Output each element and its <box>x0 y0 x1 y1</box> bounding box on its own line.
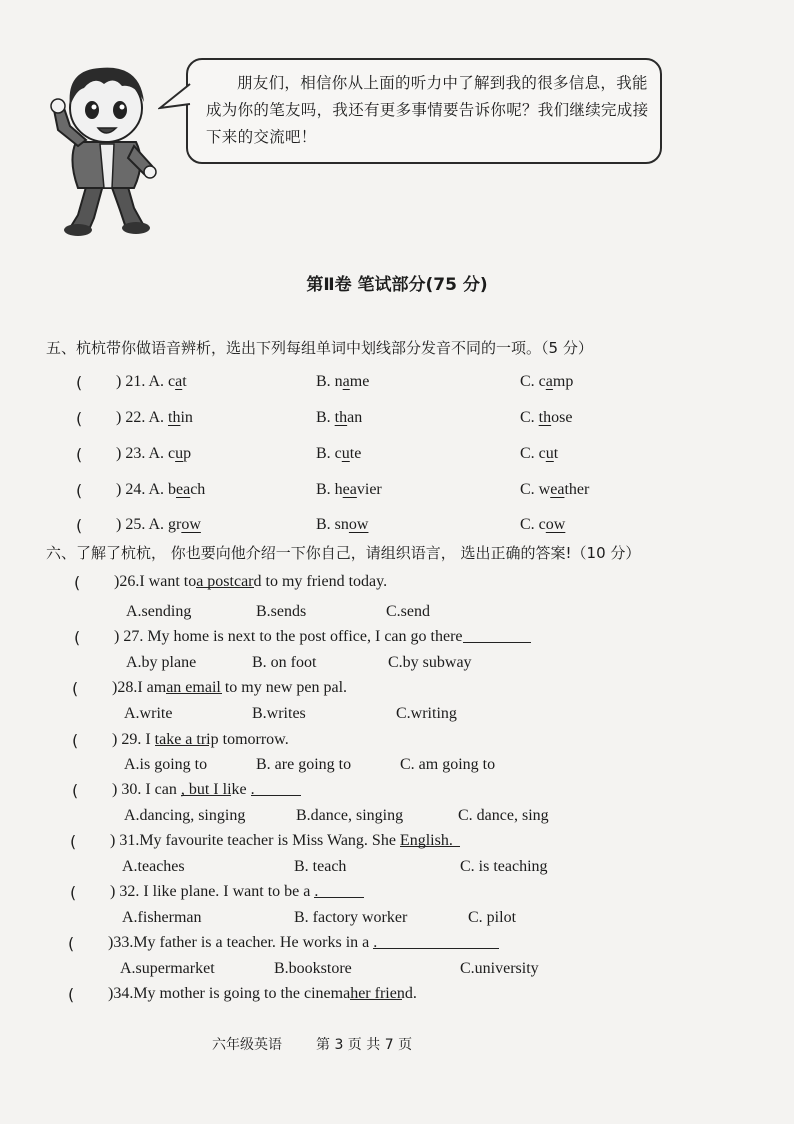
options-row <box>0 654 794 676</box>
question-option-a: ) 25. A. grow <box>116 516 201 533</box>
answer-blank[interactable]: ( <box>72 679 79 698</box>
option-b: B.bookstore <box>274 960 352 977</box>
section5-heading: 五、杭杭带你做语音辨析，选出下列每组单词中划线部分发音不同的一项。（5 分） <box>46 339 593 357</box>
option-a: A.is going to <box>124 756 208 773</box>
question-row <box>0 573 794 595</box>
footer-subject: 六年级英语 <box>212 1037 282 1053</box>
speech-bubble-tail-icon <box>158 82 192 116</box>
question-row <box>0 481 794 503</box>
question-option-c: C. camp <box>520 373 574 390</box>
section6-heading: 六、了解了杭杭， 你也要向他介绍一下你自己，请组织语言， 选出正确的答案!（10 分） <box>46 544 641 562</box>
question-stem: )28.I am an email to my new pen pal. <box>112 679 348 696</box>
question-stem: ) 27. My home is next to the post office, I can go there <box>114 628 463 646</box>
question-option-a: ) 23. A. cup <box>116 445 192 462</box>
options-row <box>0 960 794 982</box>
options-row <box>0 603 794 625</box>
answer-blank[interactable]: ( <box>70 832 77 851</box>
fill-blank[interactable] <box>350 985 402 1000</box>
question-option-c: C. those <box>520 409 573 426</box>
answer-blank[interactable]: ( <box>74 573 81 592</box>
option-c: C. pilot <box>468 909 517 926</box>
option-a: A.sending <box>126 603 192 620</box>
fill-blank[interactable] <box>196 573 254 588</box>
question-option-b: B. snow <box>316 516 369 533</box>
fill-blank[interactable] <box>181 781 231 796</box>
answer-blank[interactable]: ( <box>76 516 83 535</box>
question-stem: ) 29. I take a trip tomorrow. <box>112 731 289 748</box>
fill-blank[interactable] <box>166 679 222 694</box>
option-b: B.writes <box>252 705 306 722</box>
question-option-b: B. name <box>316 373 370 390</box>
page-footer <box>0 1034 794 1058</box>
answer-blank[interactable]: ( <box>72 781 79 800</box>
question-row <box>0 985 794 1007</box>
question-stem: ) 31.My favourite teacher is Miss Wang. She English. <box>110 832 453 850</box>
question-stem: )26.I want to a postcard to my friend today. <box>114 573 388 590</box>
options-row <box>0 909 794 931</box>
question-row <box>0 445 794 467</box>
option-b: B.sends <box>256 603 307 620</box>
answer-blank[interactable]: ( <box>68 934 75 953</box>
bubble-text: 朋友们，相信你从上面的听力中了解到我的很多信息，我能成为你的笔友吗，我还有更多事情要告诉你呢？我们继续完成接下来的交流吧！ <box>206 74 649 146</box>
question-option-a: ) 24. A. beach <box>116 481 206 498</box>
answer-blank[interactable]: ( <box>76 481 83 500</box>
fill-blank[interactable] <box>251 781 301 796</box>
fill-blank[interactable] <box>463 628 531 643</box>
option-b: B. factory worker <box>294 909 408 926</box>
option-b: B. are going to <box>256 756 352 773</box>
option-a: A.fisherman <box>122 909 202 926</box>
option-c: C.university <box>460 960 539 977</box>
question-row <box>0 679 794 701</box>
option-a: A.dancing, singing <box>124 807 246 824</box>
question-row <box>0 731 794 753</box>
fill-blank[interactable] <box>155 731 209 746</box>
option-c: C.writing <box>396 705 457 722</box>
answer-blank[interactable]: ( <box>70 883 77 902</box>
question-stem: )33.My father is a teacher. He works in a . <box>108 934 377 952</box>
answer-blank[interactable]: ( <box>76 445 83 464</box>
speech-bubble <box>186 58 662 164</box>
option-c: C. is teaching <box>460 858 548 875</box>
option-a: A.teaches <box>122 858 185 875</box>
part-title: 第Ⅱ卷 笔试部分(75 分) <box>306 275 488 295</box>
question-row <box>0 832 794 854</box>
footer-page-number: 第 3 页 共 7 页 <box>316 1037 413 1053</box>
answer-blank[interactable]: ( <box>76 373 83 392</box>
answer-blank[interactable]: ( <box>68 985 75 1004</box>
option-a: A.supermarket <box>120 960 215 977</box>
question-row <box>0 781 794 803</box>
options-row <box>0 858 794 880</box>
question-stem: ) 30. I can , but I like . <box>112 781 255 799</box>
question-row <box>0 516 794 538</box>
option-c: C.send <box>386 603 430 620</box>
option-b: B. teach <box>294 858 347 875</box>
option-a: A.by plane <box>126 654 197 671</box>
question-option-b: B. cute <box>316 445 362 462</box>
fill-blank[interactable] <box>314 883 364 898</box>
question-stem: ) 32. I like plane. I want to be a . <box>110 883 318 901</box>
option-a: A.write <box>124 705 173 722</box>
cartoon-boy-icon <box>48 50 178 240</box>
answer-blank[interactable]: ( <box>76 409 83 428</box>
question-option-a: ) 21. A. cat <box>116 373 187 390</box>
question-option-c: C. weather <box>520 481 590 498</box>
answer-blank[interactable]: ( <box>72 731 79 750</box>
option-c: C.by subway <box>388 654 472 671</box>
options-row <box>0 807 794 829</box>
question-row <box>0 628 794 650</box>
option-c: C. am going to <box>400 756 496 773</box>
option-b: B. on foot <box>252 654 317 671</box>
question-option-c: C. cow <box>520 516 566 533</box>
question-row <box>0 373 794 395</box>
question-row <box>0 934 794 956</box>
fill-blank[interactable] <box>400 832 460 847</box>
options-row <box>0 756 794 778</box>
fill-blank[interactable] <box>373 934 499 949</box>
options-row <box>0 705 794 727</box>
question-stem: )34.My mother is going to the cinema her friend. <box>108 985 417 1002</box>
question-option-b: B. than <box>316 409 363 426</box>
answer-blank[interactable]: ( <box>74 628 81 647</box>
option-c: C. dance, sing <box>458 807 549 824</box>
option-b: B.dance, singing <box>296 807 404 824</box>
question-option-b: B. heavier <box>316 481 382 498</box>
question-row <box>0 409 794 431</box>
question-option-a: ) 22. A. thin <box>116 409 193 426</box>
question-row <box>0 883 794 905</box>
question-option-c: C. cut <box>520 445 559 462</box>
